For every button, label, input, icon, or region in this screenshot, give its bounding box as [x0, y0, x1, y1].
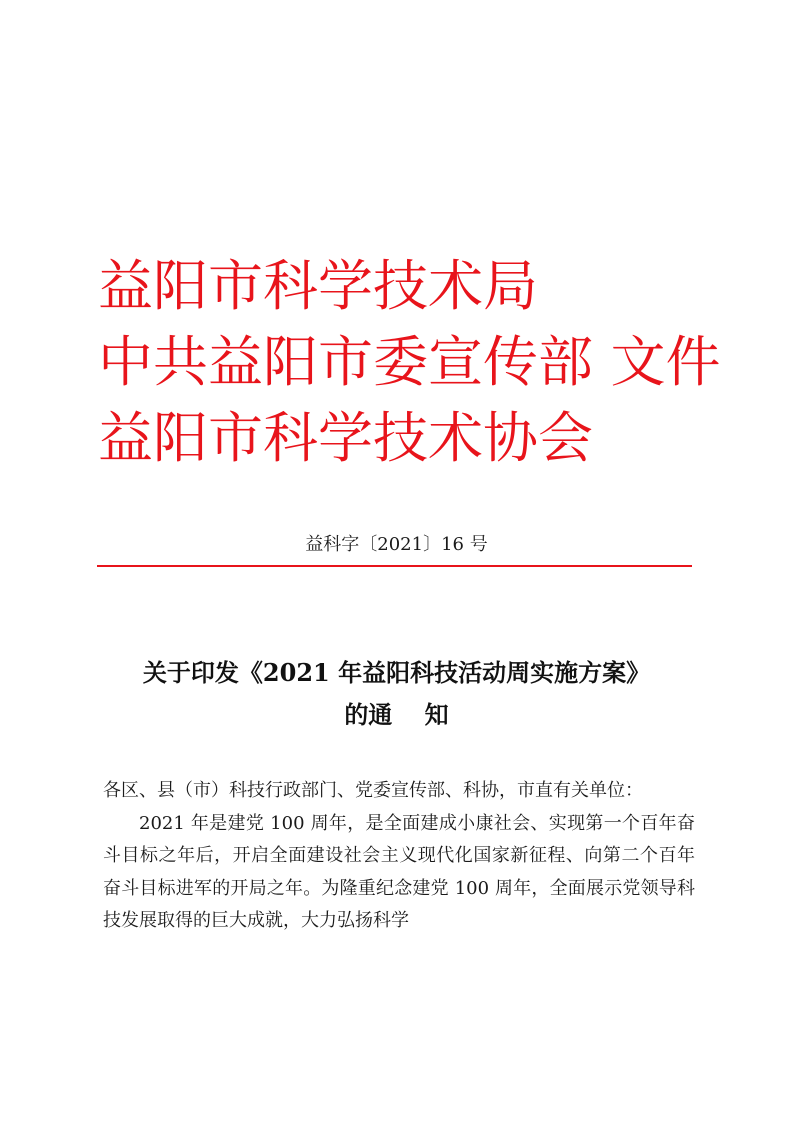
title-line-2: 的通 知	[344, 700, 449, 729]
document-body	[103, 775, 695, 938]
body-paragraph: 2021 年是建党 100 周年，是全面建成小康社会、实现第一个百年奋斗目标之年后，开启全面建设社会主义现代化国家新征程、向第二个百年奋斗目标进军的开局之年。为隆重纪念建党 100 周年，全面展示党领导科技发展取得的巨大成就，大力弘扬科学	[103, 812, 695, 931]
salutation: 各区、县（市）科技行政部门、党委宣传部、科协，市直有关单位：	[103, 780, 643, 801]
document-title	[0, 652, 793, 736]
document-header	[98, 248, 721, 476]
title-line-1: 关于印发《2021 年益阳科技活动周实施方案》	[142, 658, 651, 687]
document-number: 益科字〔2021〕16 号	[305, 534, 488, 555]
issuer-science-association: 益阳市科学技术协会	[98, 406, 594, 470]
issuer-propaganda-department: 中共益阳市委宣传部 文件	[98, 330, 721, 394]
red-divider-line	[97, 565, 692, 567]
issuer-science-bureau: 益阳市科学技术局	[98, 254, 539, 318]
